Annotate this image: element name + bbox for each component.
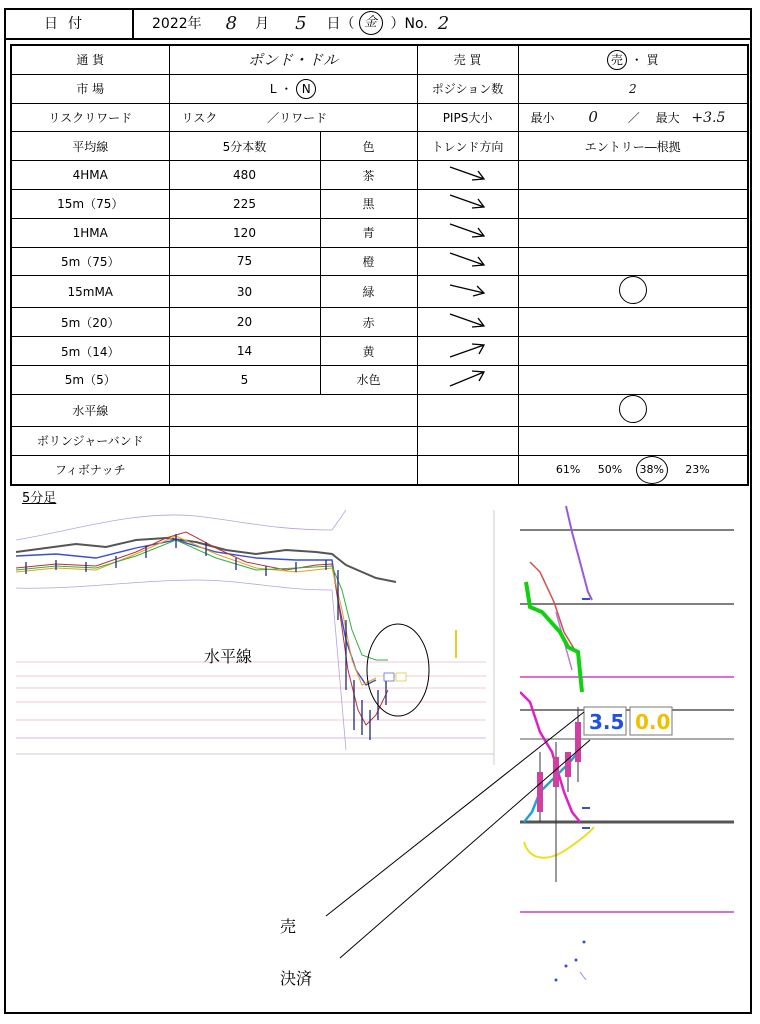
ma-bars: 75 — [169, 247, 320, 276]
reward-text: ／リワード — [267, 110, 328, 125]
buy-text: 買 — [646, 52, 659, 67]
fib-level-circled: 38% — [636, 456, 668, 484]
trade-label: 売 買 — [417, 45, 518, 74]
fib-level: 61% — [555, 462, 581, 476]
result-blue-value: 3.5 — [589, 710, 625, 734]
positions-label: ポジション数 — [417, 74, 518, 103]
trade-dot: ・ — [630, 52, 643, 67]
day-label: 日（ — [326, 16, 355, 32]
weekday-handwritten: 金 — [359, 11, 383, 35]
fib-level: 23% — [685, 462, 710, 476]
ma-color: 青 — [320, 218, 417, 247]
ma-color: 黒 — [320, 189, 417, 218]
ma-name: 5m（5） — [11, 365, 169, 394]
pips-label: PIPS大小 — [417, 103, 518, 132]
result-yellow-value: 0.0 — [635, 710, 671, 734]
ma-name: 15m（75） — [11, 189, 169, 218]
max-handwritten: +3.5 — [691, 110, 726, 127]
number-handwritten: 2 — [437, 12, 450, 34]
market-label: 市 場 — [11, 74, 169, 103]
ma-name: 5m（14） — [11, 337, 169, 366]
horizontal-line-annotation: 水平線 — [204, 647, 253, 666]
month-label: 月 — [255, 16, 270, 32]
fibonacci-label: フィボナッチ — [11, 455, 169, 485]
fib-level: 50% — [597, 462, 623, 476]
bollinger-label: ボリンジャーバンド — [11, 426, 169, 455]
ma-color: 茶 — [320, 161, 417, 190]
ma-color: 赤 — [320, 308, 417, 337]
ma-color: 水色 — [320, 365, 417, 394]
chart-section-title: 5分足 — [22, 491, 57, 506]
ma-header-trend: トレンド方向 — [417, 132, 518, 161]
risk-label: リスクリワード — [11, 103, 169, 132]
market-dot: ・ — [280, 81, 293, 96]
ma-header-color: 色 — [320, 132, 417, 161]
ma-color: 橙 — [320, 247, 417, 276]
market-l: L — [269, 81, 277, 96]
ma-bars: 20 — [169, 308, 320, 337]
ma-name: 1HMA — [11, 218, 169, 247]
ma-color: 緑 — [320, 276, 417, 308]
ma-name: 5m（20） — [11, 308, 169, 337]
ma-color: 黄 — [320, 337, 417, 366]
market-n-circled: N — [296, 79, 316, 99]
ma-bars: 225 — [169, 189, 320, 218]
ma-bars: 480 — [169, 161, 320, 190]
currency-label: 通 貨 — [11, 45, 169, 74]
currency-value: ポンド・ドル — [169, 45, 417, 74]
ma-header-label: 平均線 — [11, 132, 169, 161]
sell-annotation: 売 — [280, 917, 297, 936]
year-text: 2022年 — [152, 16, 202, 32]
min-label: 最小 — [530, 111, 555, 126]
max-label: 最大 — [655, 111, 680, 126]
ma-bars: 120 — [169, 218, 320, 247]
ma-bars: 5 — [169, 365, 320, 394]
ma-bars: 14 — [169, 337, 320, 366]
ma-name: 4HMA — [11, 161, 169, 190]
pips-slash: ／ — [627, 111, 640, 126]
sell-circled: 売 — [607, 50, 627, 70]
month-handwritten: 8 — [225, 12, 238, 34]
horizontal-line-label: 水平線 — [11, 394, 169, 426]
settle-annotation: 決済 — [280, 969, 313, 988]
ma-header-entry: エントリー―根拠 — [518, 132, 748, 161]
day-handwritten: 5 — [295, 12, 307, 34]
number-label: ）No. — [390, 16, 428, 32]
ma-name: 15mMA — [11, 276, 169, 308]
risk-text: リスク — [181, 110, 218, 125]
ma-name: 5m（75） — [11, 247, 169, 276]
min-handwritten: 0 — [588, 108, 598, 127]
positions-value: 2 — [518, 74, 748, 103]
ma-header-bars: 5分本数 — [169, 132, 320, 161]
ma-bars: 30 — [169, 276, 320, 308]
date-label: 日付 — [4, 8, 134, 38]
